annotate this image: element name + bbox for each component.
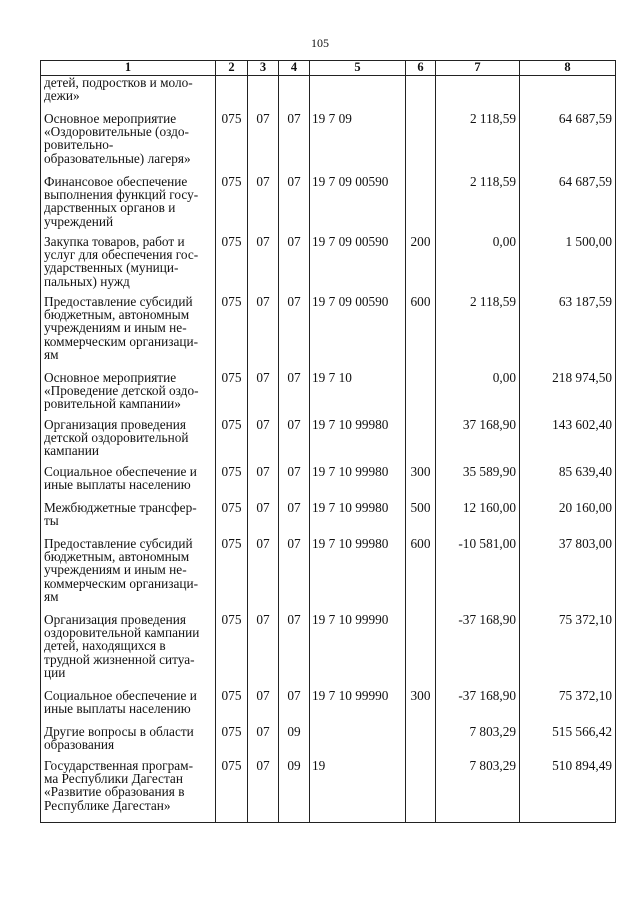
row-name-line: трудной жизненной ситуа-	[44, 651, 195, 667]
total-amount-cell: 510 894,49	[520, 759, 616, 823]
target-article-cell: 19 7 09 00590	[310, 295, 406, 371]
expense-type-cell: 200	[406, 235, 436, 295]
target-article-cell: 19 7 10 99980	[310, 465, 406, 501]
change-amount-cell: 7 803,29	[436, 725, 520, 759]
section-code-cell: 07	[248, 295, 279, 371]
target-article-cell	[310, 725, 406, 759]
subsection-code-cell: 07	[279, 537, 310, 613]
section-code-cell: 07	[248, 613, 279, 689]
total-amount-cell: 75 372,10	[520, 689, 616, 725]
table-row	[41, 465, 616, 501]
ministry-code-cell: 075	[216, 465, 248, 501]
section-code-cell: 07	[248, 689, 279, 725]
row-name-line: Организация проведения	[44, 611, 187, 627]
row-name-cell	[41, 371, 216, 418]
row-name-line: «Оздоровительные (оздо-	[44, 123, 189, 139]
row-name-line: дежи»	[44, 88, 80, 104]
total-amount-cell: 75 372,10	[520, 613, 616, 689]
row-name-cell	[41, 613, 216, 689]
total-amount-cell: 1 500,00	[520, 235, 616, 295]
subsection-code-cell: 07	[279, 112, 310, 175]
row-name-line: пальных) нужд	[44, 273, 130, 289]
subsection-code-cell: 07	[279, 175, 310, 235]
row-name-line: оздоровительной кампании	[44, 624, 200, 640]
expense-type-cell	[406, 418, 436, 465]
change-amount-cell: -37 168,90	[436, 689, 520, 725]
row-name-line: коммерческим организаци-	[44, 333, 199, 349]
row-name-line: детей, подростков и моло-	[44, 75, 193, 90]
column-header: 4	[279, 61, 310, 76]
row-name-cell	[41, 418, 216, 465]
change-amount-cell: -37 168,90	[436, 613, 520, 689]
row-name-line: ма Республики Дагестан	[44, 770, 183, 786]
ministry-code-cell: 075	[216, 112, 248, 175]
change-amount-cell: 2 118,59	[436, 295, 520, 371]
ministry-code-cell	[216, 76, 248, 112]
row-name-line: Финансовое обеспечение	[44, 173, 188, 189]
total-amount-cell: 143 602,40	[520, 418, 616, 465]
subsection-code-cell: 09	[279, 759, 310, 823]
target-article-cell: 19 7 10 99990	[310, 613, 406, 689]
row-name-line: «Развитие образования в	[44, 784, 185, 800]
table-row	[41, 175, 616, 235]
table-row	[41, 235, 616, 295]
row-name-line: Основное мероприятие	[44, 110, 177, 126]
table-row	[41, 371, 616, 418]
target-article-cell: 19 7 10 99980	[310, 537, 406, 613]
row-name-line: ты	[44, 512, 59, 528]
ministry-code-cell: 075	[216, 418, 248, 465]
total-amount-cell: 64 687,59	[520, 175, 616, 235]
row-name-line: «Проведение детской оздо-	[44, 382, 199, 398]
row-name-line: ям	[44, 589, 59, 605]
row-name-line: детской оздоровительной	[44, 429, 189, 445]
row-name-line: ции	[44, 665, 66, 681]
target-article-cell: 19 7 09	[310, 112, 406, 175]
target-article-cell: 19	[310, 759, 406, 823]
change-amount-cell: 7 803,29	[436, 759, 520, 823]
expense-type-cell: 600	[406, 537, 436, 613]
table-row	[41, 418, 616, 465]
table-row	[41, 501, 616, 537]
change-amount-cell: 2 118,59	[436, 112, 520, 175]
row-name-line: ям	[44, 347, 59, 363]
change-amount-cell: 35 589,90	[436, 465, 520, 501]
row-name-line: иные выплаты населению	[44, 700, 191, 716]
section-code-cell: 07	[248, 418, 279, 465]
target-article-cell: 19 7 09 00590	[310, 175, 406, 235]
expense-type-cell: 500	[406, 501, 436, 537]
table-row	[41, 759, 616, 823]
section-code-cell	[248, 76, 279, 112]
page-number: 105	[311, 36, 329, 50]
table-row	[41, 689, 616, 725]
row-name-line: бюджетным, автономным	[44, 548, 190, 564]
subsection-code-cell: 07	[279, 613, 310, 689]
row-name-line: Республике Дагестан»	[44, 797, 171, 813]
row-name-line: учреждениям и иным не-	[44, 320, 187, 336]
subsection-code-cell: 07	[279, 235, 310, 295]
subsection-code-cell: 07	[279, 465, 310, 501]
row-name-cell	[41, 235, 216, 295]
row-name-line: Основное мероприятие	[44, 369, 177, 385]
expense-type-cell: 300	[406, 689, 436, 725]
section-code-cell: 07	[248, 175, 279, 235]
row-name-line: бюджетным, автономным	[44, 306, 190, 322]
row-name-line: Социальное обеспечение и	[44, 687, 197, 703]
subsection-code-cell: 07	[279, 501, 310, 537]
ministry-code-cell: 075	[216, 725, 248, 759]
table-row	[41, 76, 616, 112]
change-amount-cell: -10 581,00	[436, 537, 520, 613]
total-amount-cell: 63 187,59	[520, 295, 616, 371]
column-header: 3	[248, 61, 279, 76]
subsection-code-cell: 07	[279, 418, 310, 465]
target-article-cell: 19 7 09 00590	[310, 235, 406, 295]
change-amount-cell: 0,00	[436, 371, 520, 418]
change-amount-cell: 12 160,00	[436, 501, 520, 537]
row-name-cell	[41, 76, 216, 112]
section-code-cell: 07	[248, 371, 279, 418]
row-name-line: дарственных органов и	[44, 200, 176, 216]
table-row	[41, 725, 616, 759]
table-header-row	[41, 61, 616, 76]
subsection-code-cell: 09	[279, 725, 310, 759]
expense-type-cell	[406, 759, 436, 823]
row-name-cell	[41, 501, 216, 537]
column-header: 7	[436, 61, 520, 76]
target-article-cell: 19 7 10 99980	[310, 418, 406, 465]
row-name-cell	[41, 537, 216, 613]
budget-table	[40, 60, 616, 823]
section-code-cell: 07	[248, 465, 279, 501]
row-name-line: Организация проведения	[44, 416, 187, 432]
row-name-cell	[41, 759, 216, 823]
row-name-line: иные выплаты населению	[44, 476, 191, 492]
row-name-line: выполнения функций госу-	[44, 186, 199, 202]
ministry-code-cell: 075	[216, 501, 248, 537]
row-name-line: ударственных (муници-	[44, 260, 179, 276]
row-name-cell	[41, 112, 216, 175]
section-code-cell: 07	[248, 537, 279, 613]
row-name-line: учреждениям и иным не-	[44, 562, 187, 578]
ministry-code-cell: 075	[216, 175, 248, 235]
row-name-line: образования	[44, 736, 115, 752]
total-amount-cell	[520, 76, 616, 112]
section-code-cell: 07	[248, 501, 279, 537]
ministry-code-cell: 075	[216, 295, 248, 371]
row-name-line: кампании	[44, 443, 99, 459]
row-name-line: Предоставление субсидий	[44, 535, 193, 551]
row-name-cell	[41, 295, 216, 371]
column-header: 8	[520, 61, 616, 76]
subsection-code-cell: 07	[279, 295, 310, 371]
ministry-code-cell: 075	[216, 537, 248, 613]
table-row	[41, 613, 616, 689]
row-name-line: учреждений	[44, 213, 114, 229]
row-name-cell	[41, 689, 216, 725]
subsection-code-cell: 07	[279, 689, 310, 725]
total-amount-cell: 85 639,40	[520, 465, 616, 501]
expense-type-cell	[406, 371, 436, 418]
ministry-code-cell: 075	[216, 613, 248, 689]
table-row	[41, 295, 616, 371]
row-name-cell	[41, 175, 216, 235]
expense-type-cell: 600	[406, 295, 436, 371]
row-name-line: ровительно-	[44, 137, 114, 153]
row-name-cell	[41, 465, 216, 501]
row-name-line: детей, находящихся в	[44, 638, 166, 654]
ministry-code-cell: 075	[216, 371, 248, 418]
subsection-code-cell: 07	[279, 371, 310, 418]
total-amount-cell: 20 160,00	[520, 501, 616, 537]
total-amount-cell: 64 687,59	[520, 112, 616, 175]
ministry-code-cell: 075	[216, 759, 248, 823]
ministry-code-cell: 075	[216, 235, 248, 295]
change-amount-cell: 37 168,90	[436, 418, 520, 465]
column-header: 1	[41, 61, 216, 76]
section-code-cell: 07	[248, 725, 279, 759]
ministry-code-cell: 075	[216, 689, 248, 725]
section-code-cell: 07	[248, 759, 279, 823]
total-amount-cell: 515 566,42	[520, 725, 616, 759]
subsection-code-cell	[279, 76, 310, 112]
row-name-line: ровительной кампании»	[44, 396, 181, 412]
target-article-cell: 19 7 10 99990	[310, 689, 406, 725]
row-name-line: коммерческим организаци-	[44, 575, 199, 591]
change-amount-cell	[436, 76, 520, 112]
table-row	[41, 112, 616, 175]
column-header: 5	[310, 61, 406, 76]
section-code-cell: 07	[248, 235, 279, 295]
target-article-cell: 19 7 10 99980	[310, 501, 406, 537]
row-name-cell	[41, 725, 216, 759]
total-amount-cell: 218 974,50	[520, 371, 616, 418]
target-article-cell	[310, 76, 406, 112]
expense-type-cell	[406, 725, 436, 759]
change-amount-cell: 2 118,59	[436, 175, 520, 235]
expense-type-cell	[406, 613, 436, 689]
row-name-line: Социальное обеспечение и	[44, 463, 197, 479]
row-name-line: Межбюджетные трансфер-	[44, 499, 197, 515]
change-amount-cell: 0,00	[436, 235, 520, 295]
expense-type-cell	[406, 112, 436, 175]
target-article-cell: 19 7 10	[310, 371, 406, 418]
row-name-line: Государственная програм-	[44, 757, 193, 773]
row-name-line: Другие вопросы в области	[44, 723, 194, 739]
row-name-line: услуг для обеспечения гос-	[44, 246, 199, 262]
row-name-line: образовательные) лагеря»	[44, 150, 191, 166]
table-body	[41, 76, 616, 823]
expense-type-cell: 300	[406, 465, 436, 501]
section-code-cell: 07	[248, 112, 279, 175]
row-name-line: Предоставление субсидий	[44, 293, 193, 309]
total-amount-cell: 37 803,00	[520, 537, 616, 613]
expense-type-cell	[406, 175, 436, 235]
row-name-line: Закупка товаров, работ и	[44, 233, 185, 249]
expense-type-cell	[406, 76, 436, 112]
table-row	[41, 537, 616, 613]
column-header: 2	[216, 61, 248, 76]
column-header: 6	[406, 61, 436, 76]
